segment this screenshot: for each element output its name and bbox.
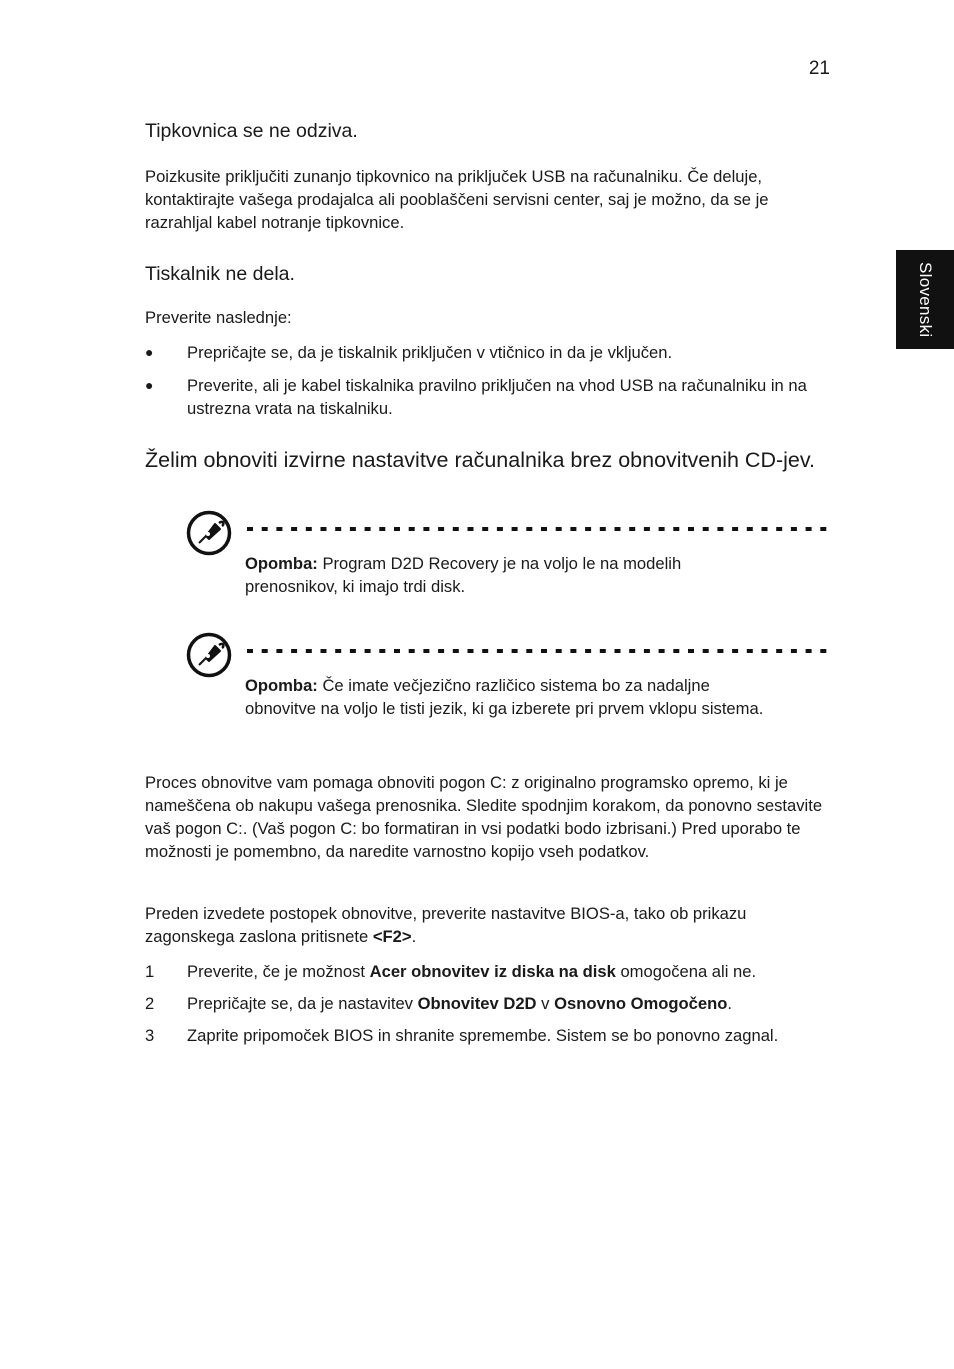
step-item xyxy=(145,960,835,983)
note-text xyxy=(245,552,765,598)
note-label: Opomba: xyxy=(245,676,318,695)
language-side-tab xyxy=(896,250,954,349)
note-pen-icon xyxy=(186,632,232,678)
bullet-icon: ● xyxy=(145,377,154,393)
step-text: Zaprite pripomoček BIOS in shranite spremembe. Sistem se bo ponovno zagnal. xyxy=(187,1026,779,1045)
note-text xyxy=(245,674,765,720)
recovery-paragraph: Proces obnovitve vam pomaga obnoviti pogon C: z originalno programsko opremo, ki je nameščena ob nakupu vašega prenosnika. Sledite spodnjim korakom, da ponovno sestavite vaš pogon C:. (Vaš pogon C: bo formatiran in vsi podatki bodo izbrisani.) Pred uporabo te možnosti je pomembno, da naredite varnostno kopijo vseh podatkov. xyxy=(145,773,823,861)
section-heading-printer: Tiskalnik ne dela. xyxy=(145,263,295,285)
printer-intro: Preverite naslednje: xyxy=(145,308,292,327)
bios-paragraph-text: Preden izvedete postopek obnovitve, preverite nastavitve BIOS-a, tako ob prikazu zagonskega zaslona pritisnete xyxy=(145,904,747,946)
list-item xyxy=(145,341,835,364)
step-number: 3 xyxy=(145,1026,155,1045)
bios-paragraph-end: . xyxy=(411,927,417,946)
step-item xyxy=(145,1024,835,1070)
list-item xyxy=(145,374,835,420)
keyboard-paragraph: Poizkusite priključiti zunanjo tipkovnico na priključek USB na računalniku. Če deluje, kontaktirajte vašega prodajalca ali pooblaščeni servisni center, saj je možno, da se je razrahljal kabel notranje tipkovnice. xyxy=(145,167,769,232)
step-item xyxy=(145,992,835,1015)
note-body: Če imate večjezično različico sistema bo za nadaljne obnovitve na voljo le tisti jezik, ki ga izberete pri prvem vklopu sistema. xyxy=(245,676,764,718)
section-heading-recovery: Želim obnoviti izvirne nastavitve računalnika brez obnovitvenih CD-jev. xyxy=(145,448,815,472)
section-heading-keyboard: Tipkovnica se ne odziva. xyxy=(145,120,358,142)
note-divider xyxy=(247,648,831,654)
step-number: 1 xyxy=(145,962,155,981)
list-item-text: Prepričajte se, da je tiskalnik priključen v vtičnico in da je vključen. xyxy=(187,343,673,362)
step-text: Prepričajte se, da je nastavitev Obnovitev D2D v Osnovno Omogočeno. xyxy=(187,994,733,1013)
step-text: Preverite, če je možnost Acer obnovitev iz diska na disk omogočena ali ne. xyxy=(187,962,757,981)
bios-paragraph xyxy=(145,902,835,948)
page-number: 21 xyxy=(808,58,830,79)
note-divider xyxy=(247,526,831,532)
bullet-icon: ● xyxy=(145,344,154,360)
note-label: Opomba: xyxy=(245,554,318,573)
step-number: 2 xyxy=(145,994,155,1013)
language-tab-label: Slovenski xyxy=(916,261,935,338)
list-item-text: Preverite, ali je kabel tiskalnika pravilno priključen na vhod USB na računalniku in na ustrezna vrata na tiskalniku. xyxy=(187,376,807,418)
note-body: Program D2D Recovery je na voljo le na modelih prenosnikov, ki imajo trdi disk. xyxy=(245,554,682,596)
key-f2: <F2> xyxy=(372,927,412,946)
note-pen-icon xyxy=(186,510,232,556)
